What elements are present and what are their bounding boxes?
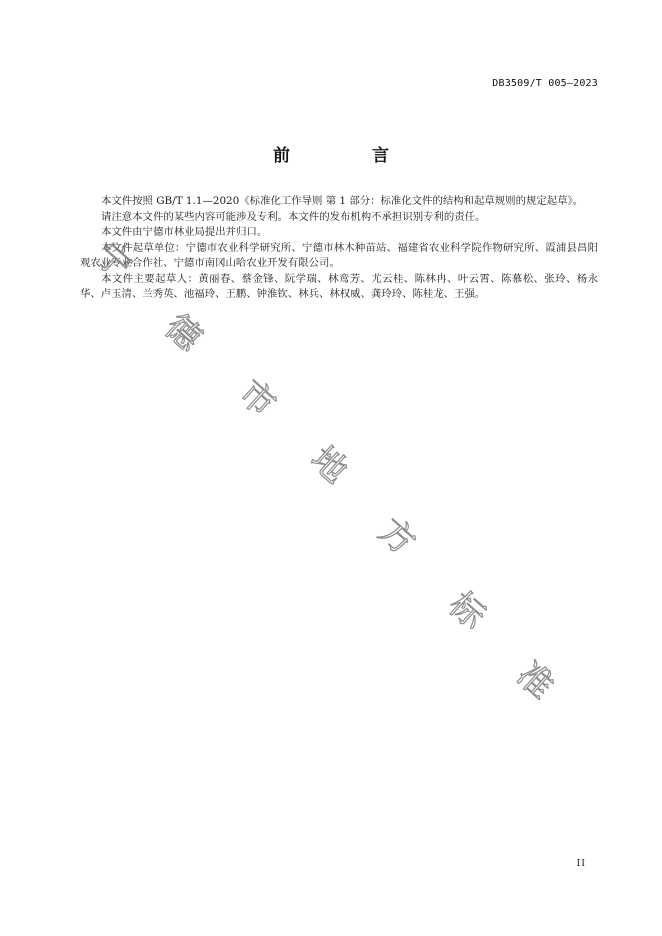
- standard-code: DB3509/T 005—2023: [492, 78, 598, 89]
- watermark-char: 地: [302, 438, 356, 492]
- paragraph-drafting-units: 本文件起草单位：宁德市农业科学研究所、宁德市林木种苗站、福建省农业科学院作物研究所、霞浦县昌阳观农业专业合作社、宁德市南冈山哈农业开发有限公司。: [80, 241, 598, 269]
- watermark-char: 方: [370, 510, 424, 564]
- watermark-char: 市: [230, 372, 284, 426]
- paragraph-drafters: 本文件主要起草人：黄丽春、蔡金锋、阮学瑞、林鸾芳、尤云桂、陈林冉、叶云霄、陈慕松、张玲、杨永华、卢玉清、兰秀英、池福玲、王鹏、钟淮钦、林兵、林权威、龚玲玲、陈桂龙、王强。: [80, 272, 598, 300]
- foreword-body: [80, 194, 598, 303]
- watermark-char: 宁: [86, 234, 140, 288]
- paragraph-patent-notice: 请注意本文件的某些内容可能涉及专利。本文件的发布机构不承担识别专利的责任。: [101, 210, 486, 223]
- watermark-char: 标: [440, 584, 494, 638]
- page-number: II: [576, 858, 586, 869]
- page-title: 前 言: [273, 146, 427, 166]
- watermark-char: 德: [156, 306, 210, 360]
- watermark-char: 准: [508, 654, 562, 708]
- paragraph-proposer: 本文件由宁德市林业局提出并归口。: [101, 226, 268, 238]
- paragraph-drafting-basis: 本文件按照 GB/T 1.1—2020《标准化工作导则 第 1 部分：标准化文件的结构和起草规则的规定起草》。: [101, 195, 584, 207]
